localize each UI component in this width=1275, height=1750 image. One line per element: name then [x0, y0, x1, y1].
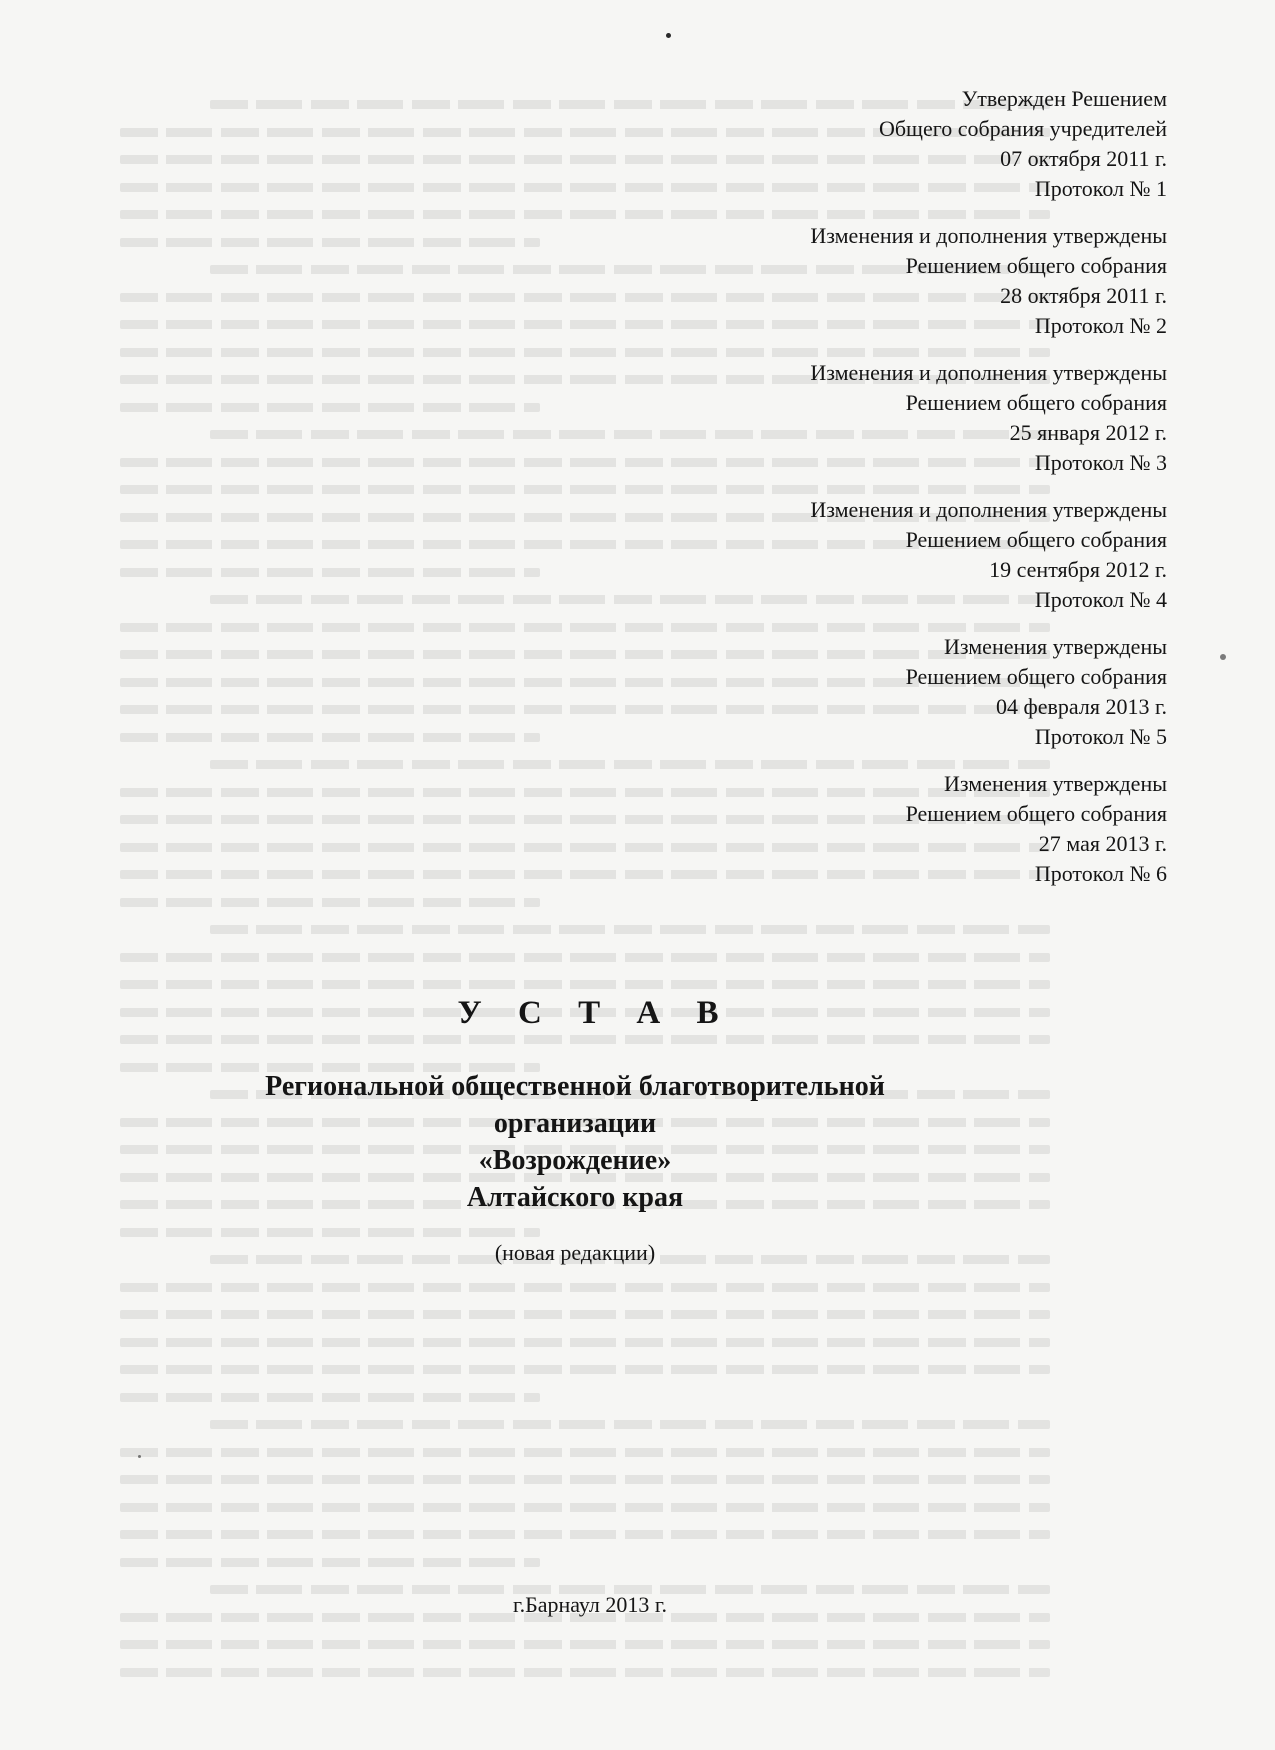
- approval-line: Изменения и дополнения утверждены: [810, 497, 1167, 522]
- scan-speck: [138, 1455, 141, 1458]
- document-title: У С Т А В: [457, 995, 733, 1031]
- edition-note: (новая редакции): [494, 1240, 656, 1265]
- approval-date: 25 января 2012 г.: [1009, 420, 1167, 445]
- approval-line: Общего собрания учредителей: [878, 116, 1167, 141]
- approval-date: 27 мая 2013 г.: [1038, 831, 1167, 856]
- bleed-line: [120, 1640, 1050, 1649]
- approval-block: [567, 495, 1167, 615]
- approval-protocol: Протокол № 1: [1034, 176, 1167, 201]
- approval-date: 07 октября 2011 г.: [1000, 146, 1167, 171]
- approval-line: Изменения и дополнения утверждены: [810, 223, 1167, 248]
- organization-name-line: «Возрождение»: [478, 1145, 672, 1176]
- organization-name-line: Региональной общественной благотворительной: [265, 1071, 885, 1102]
- bleed-line: [120, 238, 540, 247]
- approval-block: [567, 358, 1167, 478]
- organization-name-line: Алтайского края: [466, 1182, 684, 1213]
- approval-line: Изменения утверждены: [943, 771, 1167, 796]
- approval-line: Решением общего собрания: [905, 253, 1167, 278]
- bleed-line: [120, 1283, 1050, 1292]
- bleed-line: [120, 1503, 1050, 1512]
- approval-line: Изменения утверждены: [943, 634, 1167, 659]
- approval-line: Решением общего собрания: [905, 390, 1167, 415]
- bleed-line: [210, 1420, 1050, 1429]
- approval-protocol: Протокол № 6: [1034, 861, 1167, 886]
- bleed-line: [120, 1365, 1050, 1374]
- bleed-line: [120, 733, 540, 742]
- bleed-line: [120, 1448, 1050, 1457]
- approval-block: [567, 84, 1167, 204]
- approval-date: 19 сентября 2012 г.: [989, 557, 1167, 582]
- bleed-line: [120, 1310, 1050, 1319]
- approval-stamps: [567, 84, 1167, 906]
- organization-name: [180, 1068, 970, 1216]
- organization-name-line: организации: [493, 1108, 657, 1139]
- approval-protocol: Протокол № 4: [1034, 587, 1167, 612]
- approval-line: Изменения и дополнения утверждены: [810, 360, 1167, 385]
- approval-line: Решением общего собрания: [905, 801, 1167, 826]
- bleed-line: [120, 1338, 1050, 1347]
- approval-block: [567, 632, 1167, 752]
- bleed-line: [120, 568, 540, 577]
- bleed-line: [120, 1530, 1050, 1539]
- approval-block: [567, 221, 1167, 341]
- approval-protocol: Протокол № 3: [1034, 450, 1167, 475]
- approval-line: Решением общего собрания: [905, 664, 1167, 689]
- bleed-line: [120, 898, 540, 907]
- bleed-line: [120, 953, 1050, 962]
- approval-protocol: Протокол № 2: [1034, 313, 1167, 338]
- bleed-line: [120, 1475, 1050, 1484]
- approval-block: [567, 769, 1167, 889]
- approval-protocol: Протокол № 5: [1034, 724, 1167, 749]
- scan-speck: [666, 33, 671, 38]
- approval-date: 28 октября 2011 г.: [1000, 283, 1167, 308]
- bleed-line: [120, 1668, 1050, 1677]
- bleed-line: [210, 925, 1050, 934]
- approval-line: Утвержден Решением: [961, 86, 1167, 111]
- bleed-line: [120, 1393, 540, 1402]
- title-area: [180, 995, 970, 1266]
- scan-speck: [1220, 654, 1226, 660]
- approval-date: 04 февраля 2013 г.: [995, 694, 1167, 719]
- bleed-line: [120, 1558, 540, 1567]
- city-year: г.Барнаул 2013 г.: [513, 1592, 667, 1617]
- bleed-line: [120, 403, 540, 412]
- bleed-line: [120, 980, 1050, 989]
- approval-line: Решением общего собрания: [905, 527, 1167, 552]
